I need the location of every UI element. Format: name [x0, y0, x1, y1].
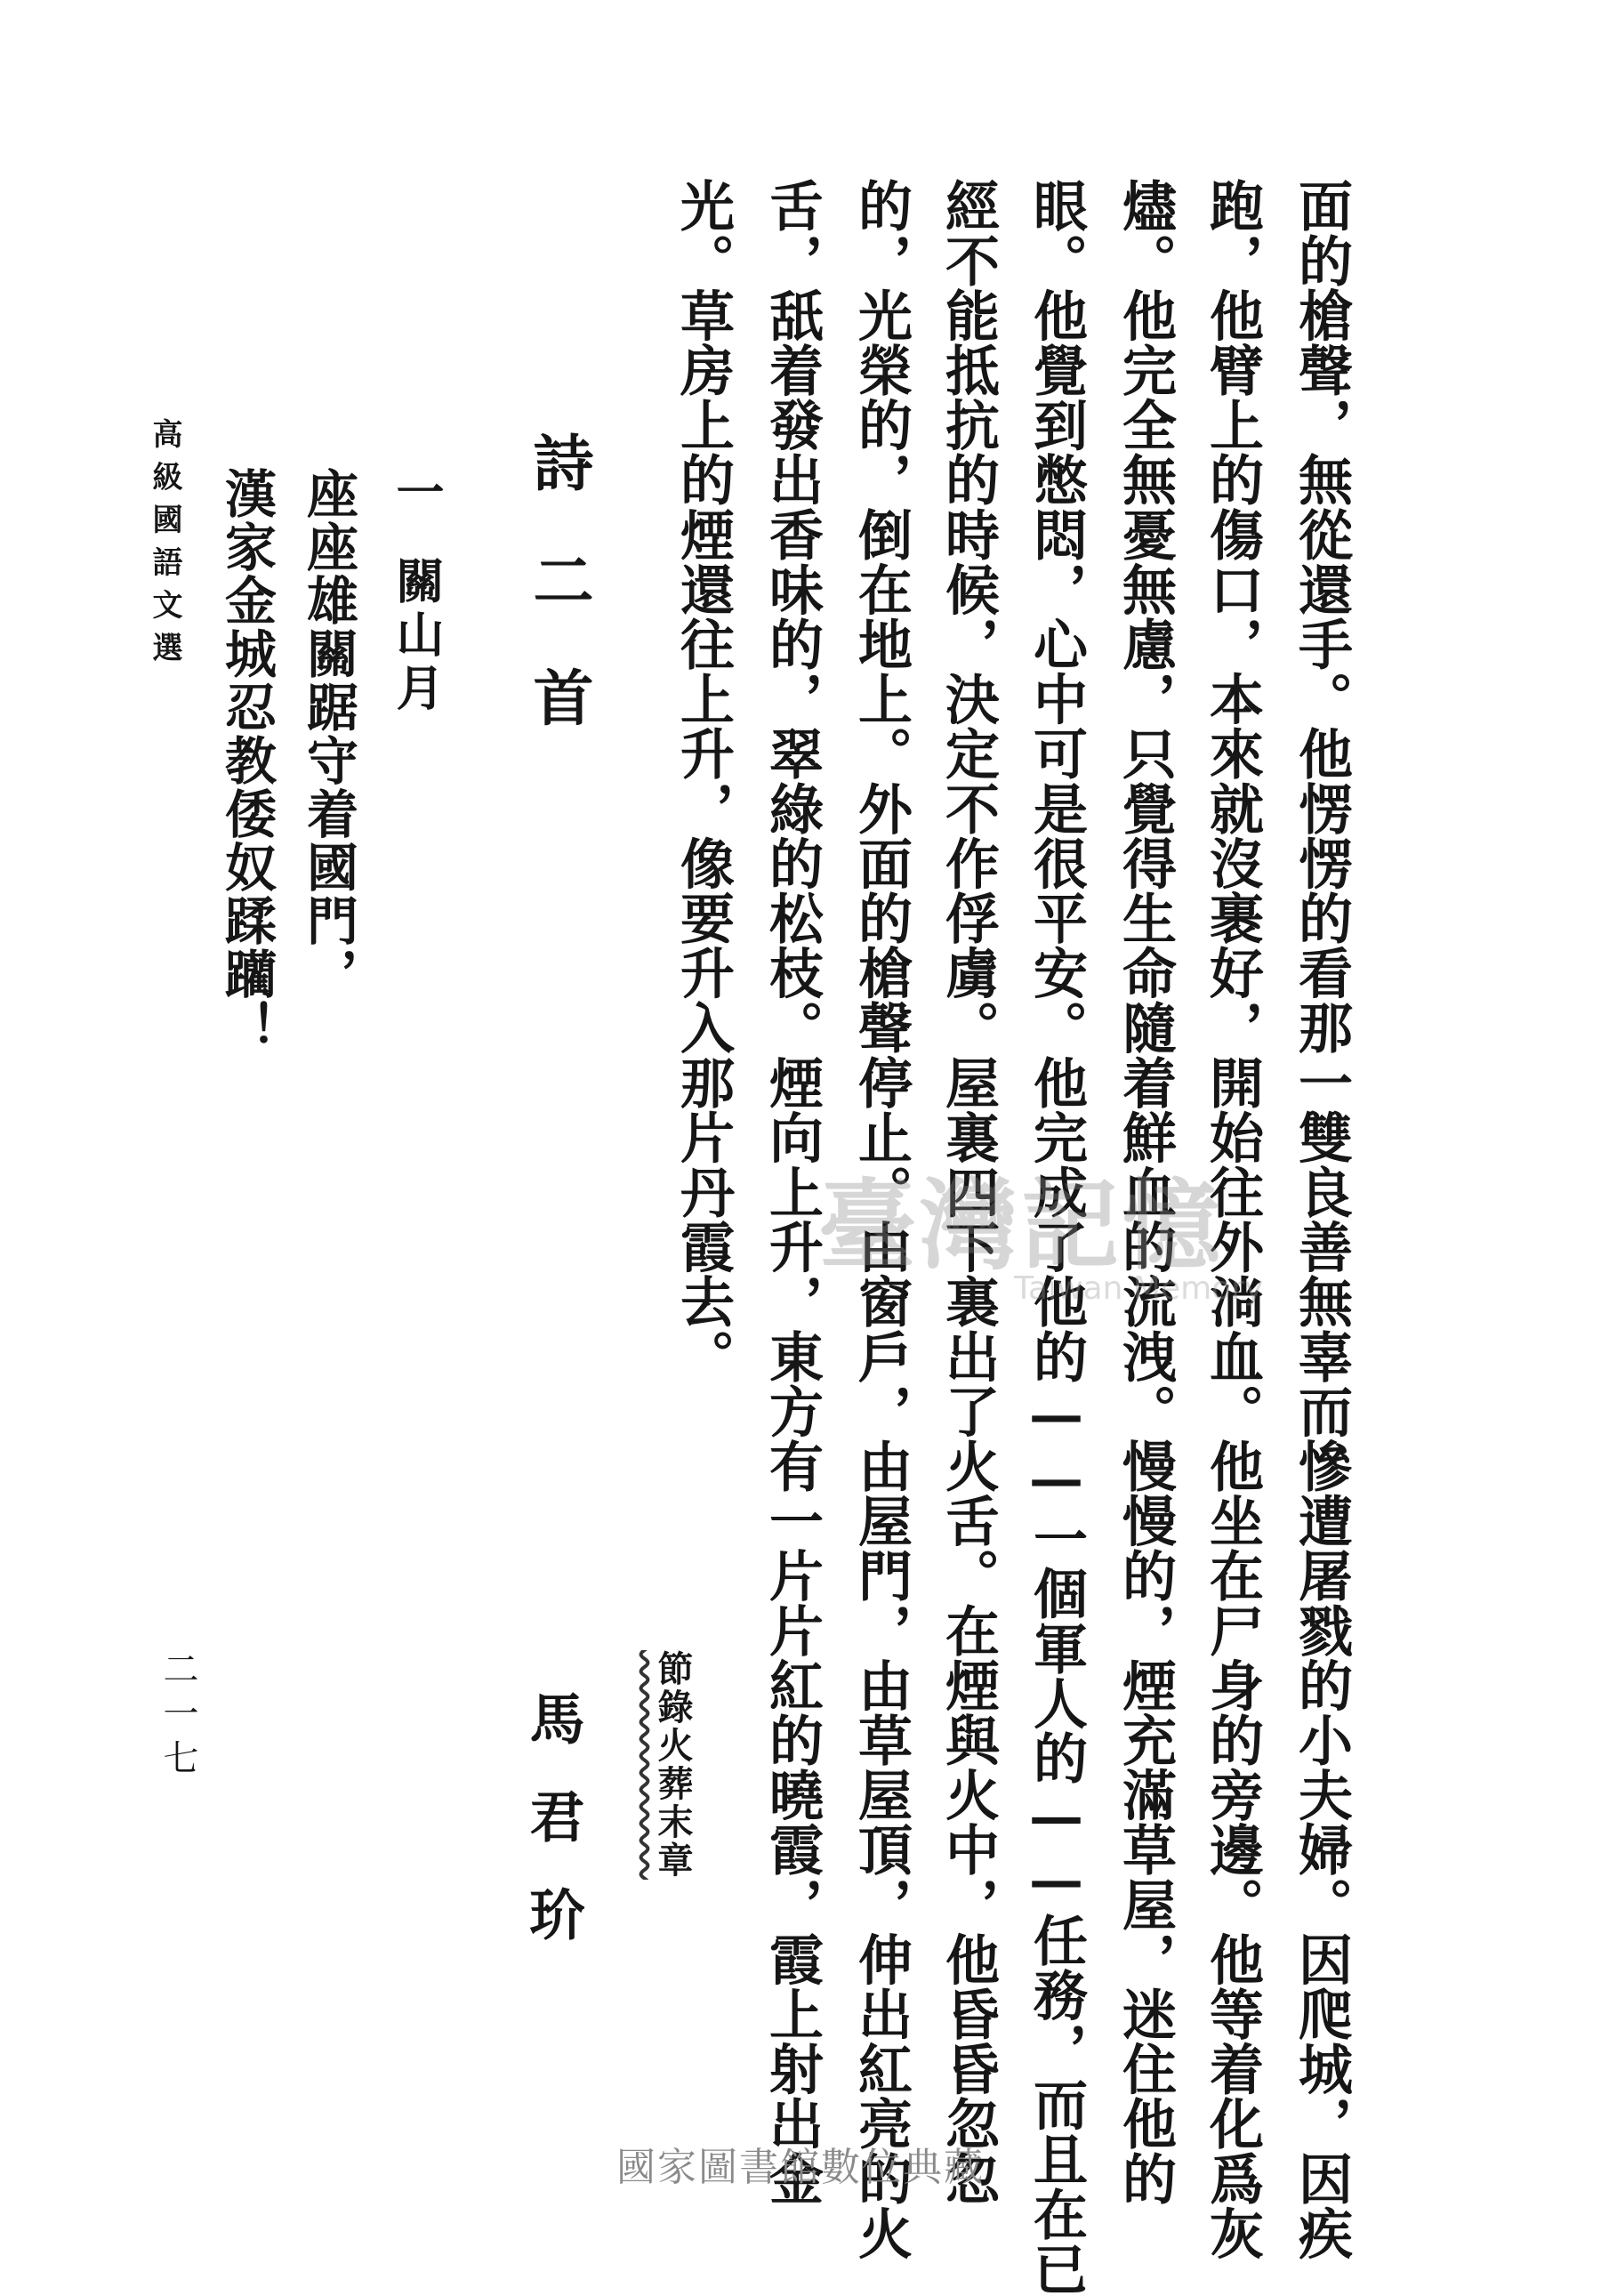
poem-title: 關山月 [389, 556, 446, 716]
prose-column-8: 光。草房上的煙還往上升，像要升入那片丹霞去。 [672, 178, 735, 1384]
source-note: 節錄火葬末章 [652, 1650, 694, 1880]
poem-line-1: 座座雄關踞守着國門， [298, 467, 358, 1001]
prose-column-5: 經不能抵抗的時候，決定不作俘虜。屋裏四下裏出了火舌。在煙與火中，他昏昏忽忽 [937, 178, 1000, 2206]
page-number: 二一七 [157, 1650, 198, 1784]
watermark-en: Taiwan Memory [1014, 1270, 1264, 1307]
prose-column-3: 燼。他完全無憂無慮，只覺得生命隨着鮮血的流洩。慢慢的，煙充滿草屋，迷住他的 [1114, 178, 1177, 2206]
prose-column-6: 的，光榮的，倒在地上。外面的槍聲停止。由窗戶，由屋門，由草屋頂，伸出紅亮的火 [849, 178, 913, 2260]
poem-number: 一 [389, 467, 446, 515]
prose-column-4: 眼。他覺到憋悶，心中可是很平安。他完成了他的——一個軍人的——任務，而且在已 [1025, 178, 1088, 2296]
section-title: 詩二首 [523, 431, 594, 784]
footer-watermark: 國家圖書館數位典藏 [616, 2145, 985, 2190]
prose-column-2: 跑，他臂上的傷口，本來就沒裹好，開始往外淌血。他坐在尸身的旁邊。他等着化爲灰 [1201, 178, 1264, 2260]
poem-line-2: 漢家金城忍教倭奴蹂躪！ [216, 467, 277, 1054]
watermark-cn: 臺灣記憶 [818, 1168, 1224, 1283]
prose-column-7: 舌，舐着發出香味的，翠綠的松枝。煙向上升，東方有一片片紅的曉霞，霞上射出金 [760, 178, 824, 2206]
poem-author: 馬君玠 [520, 1690, 585, 1984]
running-head: 高級國語文選 [147, 418, 182, 674]
prose-column-1: 面的槍聲，無從還手。他愣愣的看那一雙良善無辜而慘遭屠戮的小夫婦。因爬城，因疾 [1290, 178, 1353, 2260]
